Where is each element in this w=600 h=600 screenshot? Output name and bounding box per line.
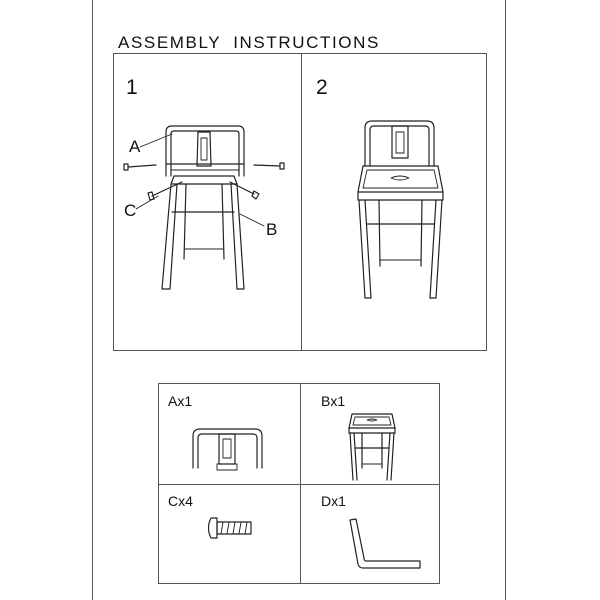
stool-base-icon: [300, 384, 441, 484]
part-b-label: Bx1: [321, 393, 346, 409]
callout-b: B: [266, 220, 278, 239]
steps-panel: [113, 53, 487, 351]
parts-list-panel: [158, 383, 440, 584]
bolt-icon: [159, 484, 300, 585]
step-2-number: 2: [316, 76, 328, 99]
backrest-icon: [159, 384, 300, 484]
part-a-label: Ax1: [168, 393, 193, 409]
step-1-number: 1: [126, 76, 138, 99]
allen-key-icon: [300, 484, 441, 585]
step-2-assembled-stool-drawing: [301, 54, 488, 352]
callout-a: A: [129, 137, 141, 156]
part-c-label: Cx4: [168, 493, 193, 509]
part-d-label: Dx1: [321, 493, 346, 509]
page-title: ASSEMBLY INSTRUCTIONS: [118, 33, 380, 52]
step-1-exploded-stool-drawing: [114, 54, 301, 352]
callout-c: C: [124, 201, 137, 220]
